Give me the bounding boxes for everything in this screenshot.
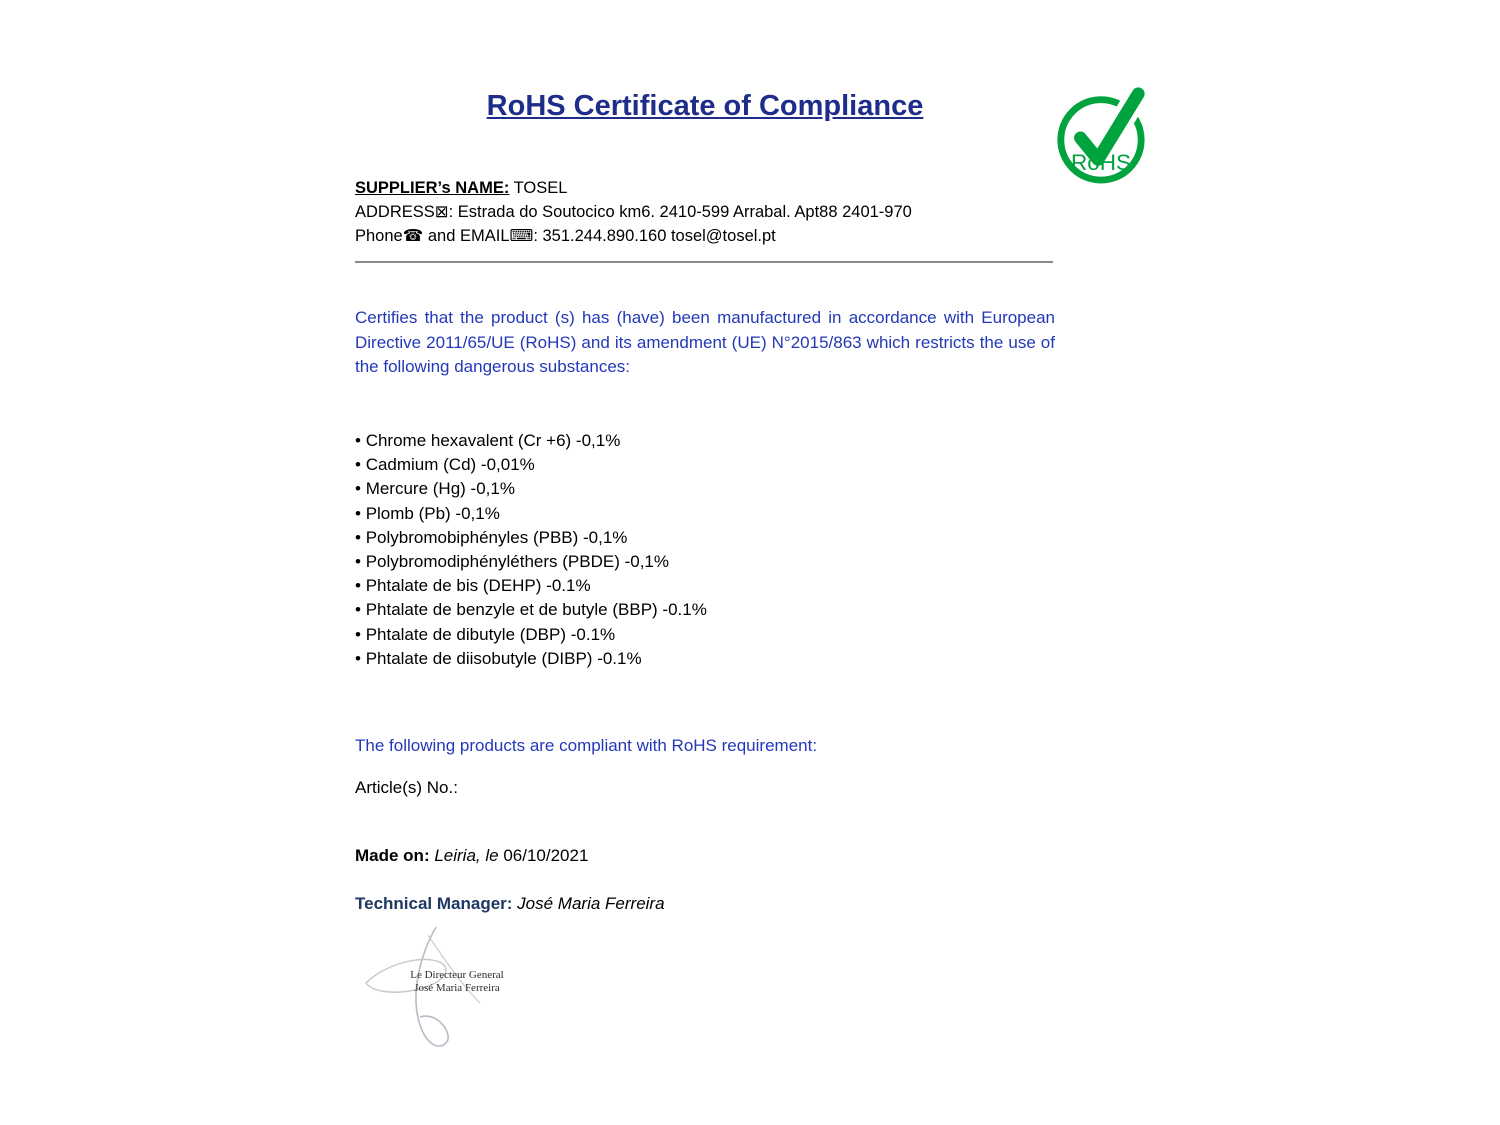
- article-number-label: Article(s) No.:: [355, 778, 458, 797]
- supplier-name-line: [355, 176, 1055, 200]
- divider-rule: [355, 261, 1053, 263]
- address-value: : Estrada do Soutocico km6. 2410-599 Arrabal. Apt88 2401-970: [448, 203, 912, 221]
- signature-line2: José Maria Ferreira: [414, 982, 500, 994]
- list-item: • Polybromodiphényléthers (PBDE) -0,1%: [355, 550, 1055, 574]
- substances-list: [355, 429, 1055, 671]
- list-item: • Plomb (Pb) -0,1%: [355, 502, 1055, 526]
- supplier-block: [355, 176, 1055, 248]
- phone-icon: ☎: [402, 227, 424, 245]
- list-item: • Chrome hexavalent (Cr +6) -0,1%: [355, 429, 1055, 453]
- phone-label: Phone: [355, 227, 403, 245]
- list-item: • Cadmium (Cd) -0,01%: [355, 453, 1055, 477]
- technical-manager-line: [355, 894, 1055, 914]
- email-label: and EMAIL: [423, 227, 510, 245]
- document-title: RoHS Certificate of Compliance: [486, 90, 924, 122]
- made-on-line: [355, 846, 1055, 866]
- technical-manager-value: José Maria Ferreira: [512, 894, 665, 913]
- list-item: • Phtalate de diisobutyle (DIBP) -0.1%: [355, 647, 1055, 671]
- list-item: • Phtalate de benzyle et de butyle (BBP) -0.1%: [355, 598, 1055, 622]
- computer-icon: ⌨: [509, 227, 534, 245]
- made-on-date: 06/10/2021: [503, 846, 589, 865]
- supplier-name-label: SUPPLIER’s NAME:: [355, 179, 510, 197]
- supplier-contact-line: [355, 224, 1055, 248]
- supplier-address-line: [355, 200, 1055, 224]
- list-item: • Phtalate de bis (DEHP) -0.1%: [355, 574, 1055, 598]
- signature-text: [392, 969, 522, 995]
- envelope-icon: ⊠: [434, 203, 449, 221]
- rohs-check-icon: [1052, 82, 1150, 184]
- technical-manager-label: Technical Manager:: [355, 894, 513, 913]
- list-item: • Polybromobiphényles (PBB) -0,1%: [355, 526, 1055, 550]
- rohs-logo-label: RoHS: [1070, 150, 1132, 176]
- list-item: • Phtalate de dibutyle (DBP) -0.1%: [355, 623, 1055, 647]
- rohs-logo: [1052, 82, 1150, 184]
- signature-block: [358, 925, 548, 1055]
- certification-statement: Certifies that the product (s) has (have) been manufactured in accordance with European Directive 2011/65/UE (RoHS) and its amendment (UE) N°2015/863 which restricts the use of the following dangerous substances:: [355, 308, 1055, 376]
- made-on-place: Leiria, le: [429, 846, 504, 865]
- compliance-statement: The following products are compliant with RoHS requirement:: [355, 736, 818, 755]
- contact-value: : 351.244.890.160 tosel@tosel.pt: [533, 227, 776, 245]
- supplier-name-value: TOSEL: [509, 179, 568, 197]
- made-on-label: Made on:: [355, 846, 430, 865]
- signature-line1: Le Directeur General: [410, 969, 504, 981]
- address-label: ADDRESS: [355, 203, 435, 221]
- list-item: • Mercure (Hg) -0,1%: [355, 477, 1055, 501]
